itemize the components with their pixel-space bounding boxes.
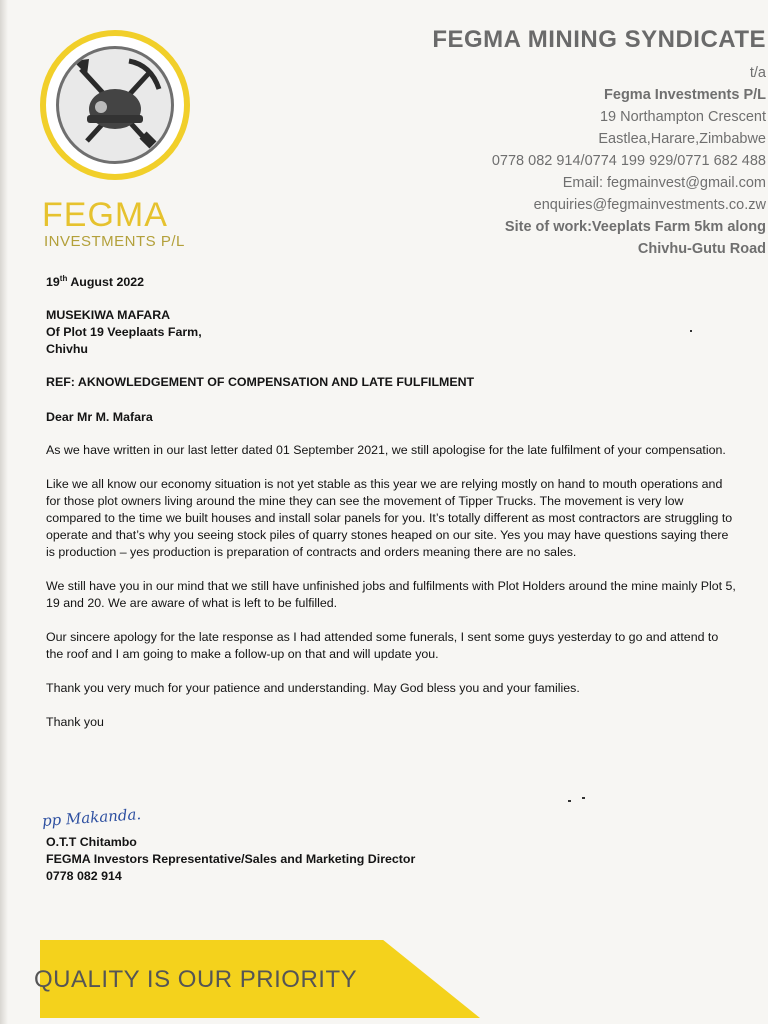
address-line-2: Eastlea,Harare,Zimbabwe: [598, 131, 766, 147]
site-of-work-road: Chivhu-Gutu Road: [637, 241, 766, 257]
signatory-name: O.T.T Chitambo: [46, 835, 137, 849]
signature-block: [41, 805, 416, 885]
footer-slogan: QUALITY IS OUR PRIORITY: [34, 966, 358, 993]
scan-speck: [690, 330, 692, 332]
company-logo: [36, 28, 196, 258]
date-month-year: August 2022: [67, 275, 145, 290]
trading-as: t/a: [749, 65, 766, 81]
handwritten-signature: pp Makanda.: [41, 805, 142, 830]
date-suffix: th: [59, 274, 68, 283]
scan-speck: [568, 800, 571, 802]
shovel-pickaxe-helmet-icon: [59, 49, 171, 161]
signatory-details: [46, 834, 415, 885]
letter-reference: REF: AKNOWLEDGEMENT OF COMPENSATION AND LATE FULFILMENT: [46, 375, 475, 390]
company-name: FEGMA MINING SYNDICATE: [432, 26, 766, 53]
closing: Thank you: [46, 715, 104, 730]
logo-wordmark: FEGMA: [42, 196, 168, 234]
scan-speck: [582, 797, 585, 799]
recipient-town: Chivhu: [46, 342, 88, 357]
letterhead-contact-block: [432, 26, 766, 260]
enquiries-email: enquiries@fegmainvestments.co.zw: [533, 197, 766, 213]
paragraph-1: As we have written in our last letter dated 01 September 2021, we still apologise for the late fulfilment of your compensation.: [46, 443, 726, 458]
trading-name: Fegma Investments P/L: [604, 87, 766, 103]
paragraph-3: We still have you in our mind that we still have unfinished jobs and fulfilments with Plot Holders around the mine mainly Plot 5, 19 and 20. We are aware of what is left to be fulfilled.: [46, 579, 736, 611]
site-of-work: Site of work:Veeplats Farm 5km along: [504, 219, 766, 235]
signatory-phone: 0778 082 914: [46, 869, 122, 883]
paragraph-5: Thank you very much for your patience and understanding. May God bless you and your families.: [46, 681, 580, 696]
phone-numbers: 0778 082 914/0774 199 929/0771 682 488: [491, 153, 766, 169]
salutation: Dear Mr M. Mafara: [46, 410, 153, 425]
footer-banner: [34, 940, 480, 1018]
signatory-title: FEGMA Investors Representative/Sales and Marketing Director: [46, 852, 416, 866]
logo-emblem: [40, 30, 190, 180]
recipient-address-line: Of Plot 19 Veeplaats Farm,: [46, 325, 202, 340]
letter-date: [46, 270, 736, 291]
page-edge-shadow: [0, 0, 8, 1024]
recipient-name: MUSEKIWA MAFARA: [46, 308, 171, 323]
address-line-1: 19 Northampton Crescent: [599, 109, 766, 125]
logo-subtitle: INVESTMENTS P/L: [44, 233, 185, 250]
letter-body: [46, 270, 736, 745]
recipient-address: [46, 307, 736, 358]
logo-emblem-inner: [56, 46, 174, 164]
email-address: Email: fegmainvest@gmail.com: [562, 175, 766, 191]
paragraph-2: Like we all know our economy situation is not yet stable as this year we are relying mostly on hand to mouth operations and for those plot owners living around the mine they can see the movement of Tipper Trucks. The movement is very low compared to the time we built houses and install solar panels for you. It’s totally different as most contractors are struggling to operate and that’s why you seeing stock piles of quarry stones heaped on our site. Yes you may have questions saying there is production – yes production is preparation of contracts and orders meaning there are no sales.: [46, 477, 733, 560]
date-day: 19: [46, 275, 60, 290]
paragraph-4: Our sincere apology for the late response as I had attended some funerals, I sent some guys yesterday to go and attend to the roof and I am going to make a follow-up on that and will update you.: [46, 630, 719, 662]
